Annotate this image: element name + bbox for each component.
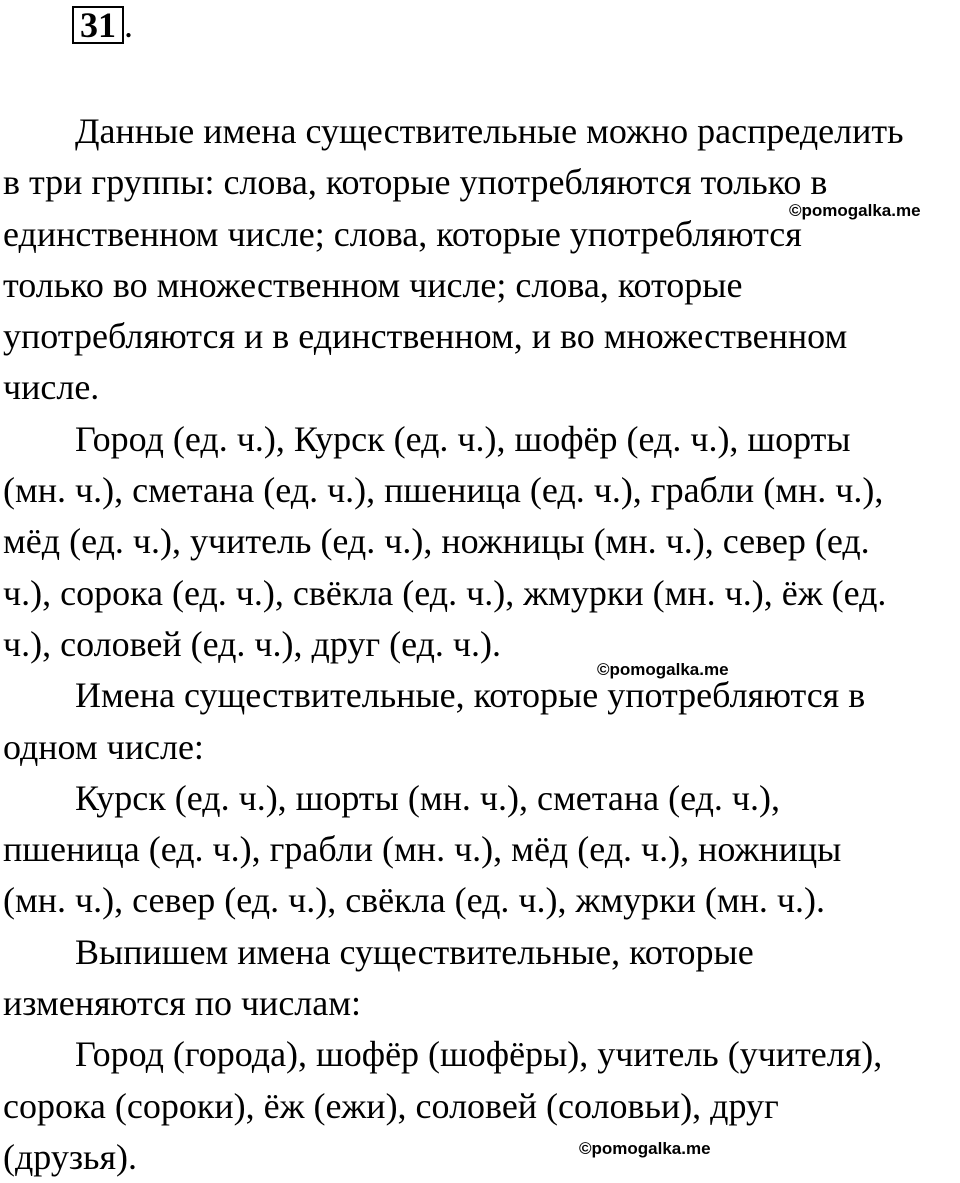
task-number-box: 31	[72, 6, 124, 44]
text-line: ч.), соловей (ед. ч.), друг (ед. ч.).	[3, 623, 502, 664]
text-line: числе.	[3, 367, 100, 408]
text-line: сорока (сороки), ёж (ежи), соловей (соловьи), друг	[3, 1085, 779, 1126]
task-number-dot: .	[124, 5, 133, 45]
paragraph-intro	[3, 106, 957, 414]
text-line: изменяются по числам:	[3, 983, 362, 1024]
text-line: Данные имена существительные можно распределить	[75, 111, 904, 151]
text-line: в три группы: слова, которые употребляются только в	[3, 162, 828, 203]
paragraph-word-list	[3, 414, 957, 670]
paragraph-one-number-heading	[3, 670, 957, 773]
watermark: ©pomogalka.me	[789, 201, 921, 220]
text-line: одном числе:	[3, 726, 204, 767]
paragraph-changeable-list	[3, 1029, 957, 1183]
watermark: ©pomogalka.me	[597, 660, 729, 679]
paragraph-changeable-heading	[3, 927, 957, 1030]
answer-text	[3, 106, 957, 1183]
text-line: употребляются и в единственном, и во множественном	[3, 316, 848, 357]
text-line: мёд (ед. ч.), учитель (ед. ч.), ножницы (мн. ч.), север (ед.	[3, 521, 870, 562]
text-line: Город (города), шофёр (шофёры), учитель (учителя),	[75, 1034, 883, 1075]
text-line: только во множественном числе; слова, которые	[3, 264, 743, 305]
text-line: Выпишем имена существительные, которые	[75, 931, 754, 972]
text-line: (мн. ч.), сметана (ед. ч.), пшеница (ед. ч.), грабли (мн. ч.),	[3, 470, 884, 511]
text-line: Город (ед. ч.), Курск (ед. ч.), шофёр (ед. ч.), шорты	[75, 418, 851, 459]
paragraph-one-number-list	[3, 773, 957, 927]
text-line: Курск (ед. ч.), шорты (мн. ч.), сметана (ед. ч.),	[75, 777, 781, 818]
watermark: ©pomogalka.me	[579, 1139, 711, 1158]
text-line: пшеница (ед. ч.), грабли (мн. ч.), мёд (ед. ч.), ножницы	[3, 829, 842, 870]
text-line: Имена существительные, которые употребляются в	[75, 675, 866, 716]
task-number	[72, 5, 133, 45]
text-line: (мн. ч.), север (ед. ч.), свёкла (ед. ч.), жмурки (мн. ч.).	[3, 880, 826, 921]
text-line: (друзья).	[3, 1136, 138, 1177]
text-line: единственном числе; слова, которые употребляются	[3, 213, 802, 254]
text-line: ч.), сорока (ед. ч.), свёкла (ед. ч.), жмурки (мн. ч.), ёж (ед.	[3, 572, 887, 613]
